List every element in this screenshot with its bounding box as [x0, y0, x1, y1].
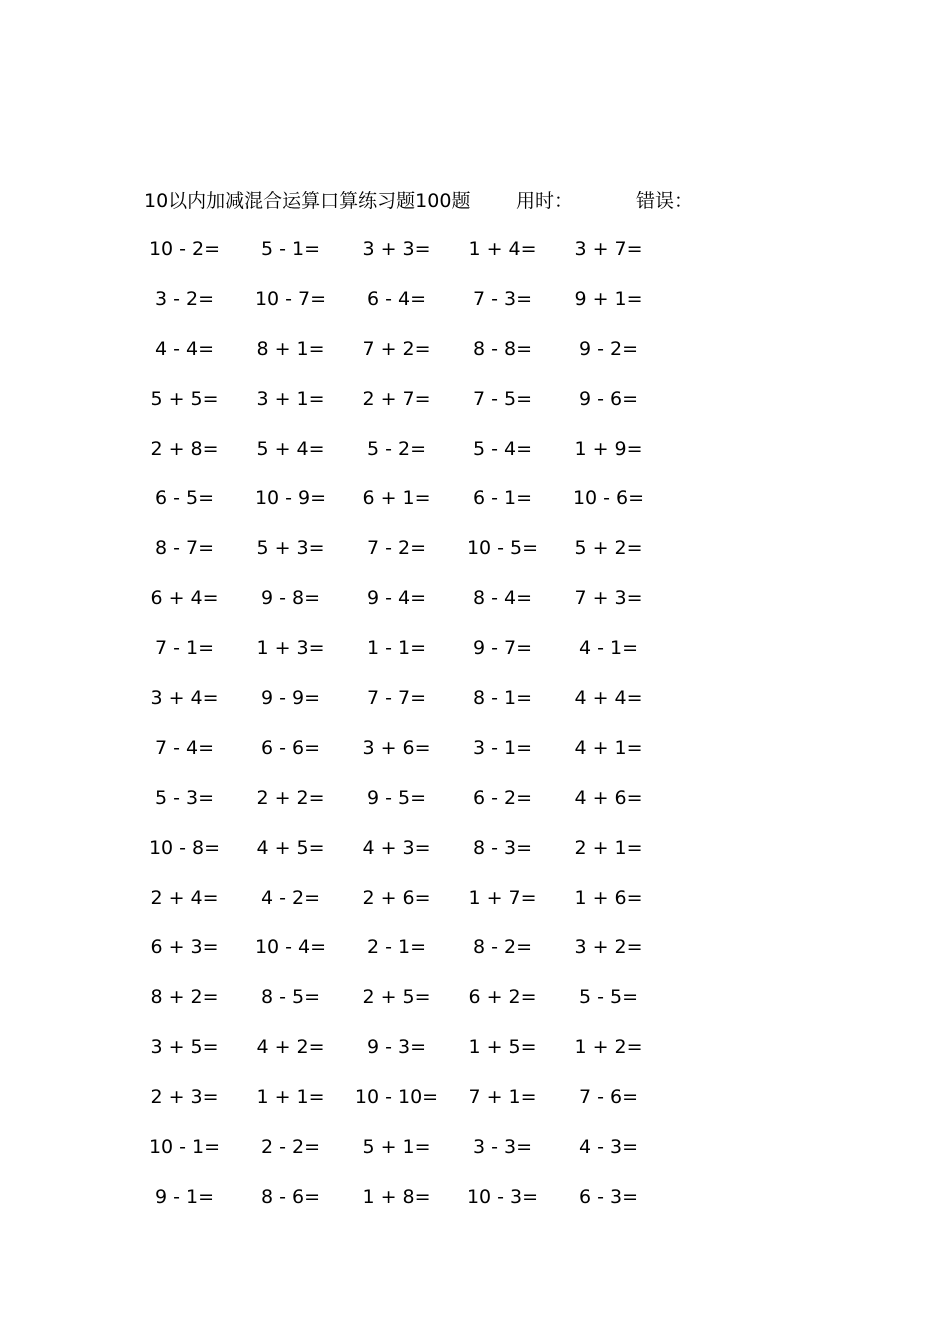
problem-item: 3 + 6= [362, 736, 431, 759]
problem-row [0, 683, 950, 733]
problem-item: 9 - 7= [472, 637, 533, 660]
problem-item: 2 + 7= [362, 387, 431, 410]
problem-item: 3 + 1= [256, 387, 325, 410]
problem-item: 6 + 4= [150, 587, 219, 610]
problem-item: 8 - 2= [472, 936, 533, 959]
problem-item: 9 - 9= [260, 687, 321, 710]
problem-row [0, 733, 950, 783]
time-used-label: 用时： [516, 190, 574, 212]
problem-item: 9 - 8= [260, 587, 321, 610]
problem-item: 3 - 3= [472, 1136, 533, 1159]
problem-item: 10 - 8= [148, 836, 221, 859]
problem-item: 8 - 5= [260, 986, 321, 1009]
problem-item: 10 - 10= [354, 1086, 439, 1109]
problem-item: 3 + 2= [574, 936, 643, 959]
problem-item: 5 - 4= [472, 437, 533, 460]
problem-item: 4 - 1= [578, 637, 639, 660]
problem-item: 10 - 1= [148, 1136, 221, 1159]
problem-item: 4 + 2= [256, 1036, 325, 1059]
problem-item: 10 - 6= [572, 487, 645, 510]
problem-item: 8 - 4= [472, 587, 533, 610]
problem-item: 9 - 3= [366, 1036, 427, 1059]
problem-item: 10 - 9= [254, 487, 327, 510]
problem-item: 5 + 3= [256, 537, 325, 560]
problem-item: 8 - 8= [472, 337, 533, 360]
problem-item: 1 + 5= [468, 1036, 537, 1059]
problem-row [0, 833, 950, 883]
problem-row [0, 384, 950, 434]
problem-item: 4 - 3= [578, 1136, 639, 1159]
problem-item: 7 + 3= [574, 587, 643, 610]
problem-item: 4 - 2= [260, 886, 321, 909]
problem-item: 6 + 2= [468, 986, 537, 1009]
problem-item: 5 + 2= [574, 537, 643, 560]
problem-item: 5 - 2= [366, 437, 427, 460]
problem-item: 1 + 2= [574, 1036, 643, 1059]
problem-item: 8 + 2= [150, 986, 219, 1009]
problem-item: 2 - 2= [260, 1136, 321, 1159]
problem-item: 7 + 2= [362, 337, 431, 360]
problem-row [0, 932, 950, 982]
problem-row [0, 883, 950, 933]
problem-item: 4 + 6= [574, 786, 643, 809]
problem-row [0, 1132, 950, 1182]
problem-item: 2 + 1= [574, 836, 643, 859]
problem-item: 3 + 3= [362, 238, 431, 260]
problem-item: 1 + 8= [362, 1185, 431, 1208]
problem-item: 3 - 2= [154, 287, 215, 310]
problem-item: 8 + 1= [256, 337, 325, 360]
problem-item: 1 + 6= [574, 886, 643, 909]
problem-item: 1 + 1= [256, 1086, 325, 1109]
problem-item: 7 - 7= [366, 687, 427, 710]
problem-item: 4 + 4= [574, 687, 643, 710]
problem-item: 7 - 3= [472, 287, 533, 310]
problem-item: 1 + 4= [468, 238, 537, 260]
problem-row [0, 982, 950, 1032]
problem-item: 9 - 5= [366, 786, 427, 809]
problem-item: 7 - 2= [366, 537, 427, 560]
problem-item: 3 - 1= [472, 736, 533, 759]
problem-row [0, 334, 950, 384]
problem-item: 2 - 1= [366, 936, 427, 959]
problem-item: 6 - 4= [366, 287, 427, 310]
problem-item: 3 + 7= [574, 238, 643, 260]
problem-item: 4 + 5= [256, 836, 325, 859]
problem-item: 8 - 7= [154, 537, 215, 560]
problem-item: 1 + 3= [256, 637, 325, 660]
problem-item: 5 + 4= [256, 437, 325, 460]
problem-item: 6 - 2= [472, 786, 533, 809]
problem-row [0, 1082, 950, 1132]
problem-item: 2 + 5= [362, 986, 431, 1009]
problem-row [0, 583, 950, 633]
errors-label: 错误： [636, 190, 694, 212]
problem-item: 6 + 1= [362, 487, 431, 510]
problem-item: 7 + 1= [468, 1086, 537, 1109]
problem-row [0, 1182, 950, 1232]
problem-item: 7 - 6= [578, 1086, 639, 1109]
problem-item: 10 - 2= [148, 238, 221, 260]
problem-item: 10 - 3= [466, 1185, 539, 1208]
problem-item: 10 - 7= [254, 287, 327, 310]
problem-item: 6 - 6= [260, 736, 321, 759]
problem-item: 4 + 3= [362, 836, 431, 859]
problem-item: 2 + 2= [256, 786, 325, 809]
problem-row [0, 533, 950, 583]
problem-item: 1 - 1= [366, 637, 427, 660]
problem-item: 4 + 1= [574, 736, 643, 759]
problem-item: 5 + 5= [150, 387, 219, 410]
problem-item: 9 + 1= [574, 287, 643, 310]
problem-row [0, 1032, 950, 1082]
problem-row [0, 783, 950, 833]
problem-item: 9 - 1= [154, 1185, 215, 1208]
problem-row [0, 483, 950, 533]
problem-item: 2 + 4= [150, 886, 219, 909]
problem-item: 6 - 3= [578, 1185, 639, 1208]
problem-item: 10 - 5= [466, 537, 539, 560]
problem-item: 5 + 1= [362, 1136, 431, 1159]
problem-item: 2 + 3= [150, 1086, 219, 1109]
worksheet-header [0, 186, 950, 216]
problem-item: 9 - 4= [366, 587, 427, 610]
problem-item: 5 - 5= [578, 986, 639, 1009]
problem-item: 5 - 1= [260, 238, 321, 260]
problem-item: 5 - 3= [154, 786, 215, 809]
problem-item: 6 - 1= [472, 487, 533, 510]
problem-row [0, 234, 950, 284]
problem-item: 6 - 5= [154, 487, 215, 510]
problem-item: 7 - 5= [472, 387, 533, 410]
problem-item: 1 + 9= [574, 437, 643, 460]
problem-item: 3 + 5= [150, 1036, 219, 1059]
problem-row [0, 284, 950, 334]
problem-item: 2 + 6= [362, 886, 431, 909]
problem-item: 8 - 1= [472, 687, 533, 710]
problem-row [0, 434, 950, 484]
problem-item: 1 + 7= [468, 886, 537, 909]
problem-item: 8 - 6= [260, 1185, 321, 1208]
worksheet-title: 10以内加减混合运算口算练习题100题 [144, 190, 471, 212]
problem-item: 3 + 4= [150, 687, 219, 710]
problem-item: 8 - 3= [472, 836, 533, 859]
problem-item: 2 + 8= [150, 437, 219, 460]
problem-item: 9 - 6= [578, 387, 639, 410]
problem-item: 7 - 4= [154, 736, 215, 759]
problem-item: 9 - 2= [578, 337, 639, 360]
problem-item: 6 + 3= [150, 936, 219, 959]
problem-grid [0, 234, 950, 1232]
problem-item: 10 - 4= [254, 936, 327, 959]
problem-row [0, 633, 950, 683]
problem-item: 7 - 1= [154, 637, 215, 660]
problem-item: 4 - 4= [154, 337, 215, 360]
